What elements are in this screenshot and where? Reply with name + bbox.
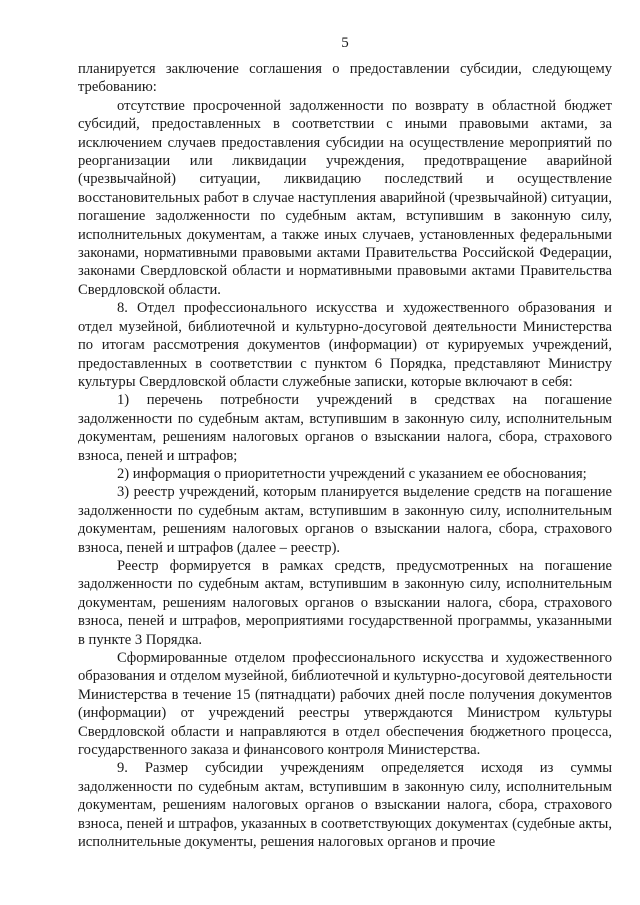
paragraph-requirement: отсутствие просроченной задолженности по возврату в областной бюджет субсидий, предоставленных в соответствии с иными правовыми актами, за исключением случаев предоставления субсидии на осуществление мероприятий по реорганизации или ликвидации учреждения, предотвращение аварийной (чрезвычайной) ситуации, ликвидацию последствий и осуществление восстановительных работ в случае наступления аварийной (чрезвычайной) ситуации, погашение задолженности по судебным актам, вступившим в законную силу, исполнительных документам, а также иных случаев, установленных федеральными законами, нормативными правовыми актами Правительства Российской Федерации, законами Свердловской области и нормативными правовыми актами Правительства Свердловской области.	[78, 97, 612, 298]
paragraph-clause-8: 8. Отдел профессионального искусства и художественного образования и отдел музейной, библиотечной и культурно-досуговой деятельности Министерства по итогам рассмотрения документов (информации) от курируемых учреждений, предоставленных в соответствии с пунктом 6 Порядка, представляют Министру культуры Свердловской области служебные записки, которые включают в себя:	[78, 300, 612, 390]
page-number: 5	[341, 35, 349, 51]
list-item-1: 1) перечень потребности учреждений в средствах на погашение задолженности по судебным актам, вступившим в законную силу, исполнительным документам, решениям налоговых органов о взыскании налога, сбора, страхового взноса, пеней и штрафов;	[78, 392, 612, 464]
paragraph-continuation: планируется заключение соглашения о предоставлении субсидии, следующему требованию:	[78, 61, 612, 96]
list-item-2: 2) информация о приоритетности учреждений с указанием ее обоснования;	[117, 465, 587, 482]
paragraph-clause-9: 9. Размер субсидии учреждениям определяется исходя из суммы задолженности по судебным актам, вступившим в законную силу, исполнительным документам, решениям налоговых органов о взыскании налога, сбора, страхового взноса, пеней и штрафов, указанных в соответствующих документах (судебные акты, исполнительные документы, решения налоговых органов и прочие	[78, 760, 612, 851]
list-item-3: 3) реестр учреждений, которым планируется выделение средств на погашение задолженности по судебным актам, вступившим в законную силу, исполнительным документам, решениям налоговых органов о взыскании налога, сбора, страхового взноса, пеней и штрафов (далее – реестр).	[78, 484, 612, 556]
document-body	[78, 60, 612, 851]
paragraph-approval: Сформированные отделом профессионального искусства и художественного образования и отделом музейной, библиотечной и культурно-досуговой деятельности Министерства в течение 15 (пятнадцати) рабочих дней после получения документов (информации) от учреждений реестры утверждаются Министром культуры Свердловской области и направляются в отдел обеспечения бюджетного процесса, государственного заказа и финансового контроля Министерства.	[78, 650, 612, 759]
paragraph-registry: Реестр формируется в рамках средств, предусмотренных на погашение задолженности по судебным актам, вступившим в законную силу, исполнительным документам, решениям налоговых органов о взыскании налога, сбора, страхового взноса, пеней и штрафов, мероприятиями государственной программы, указанными в пункте 3 Порядка.	[78, 557, 612, 648]
